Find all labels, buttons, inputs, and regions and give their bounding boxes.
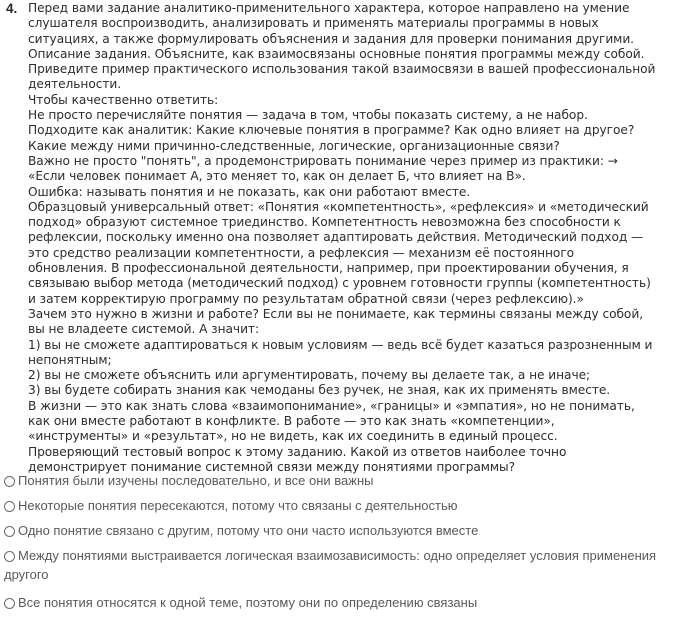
question-line: Зачем это нужно в жизни и работе? Если вы не понимаете, как термины связаны между собой,: [28, 306, 644, 321]
question-line: деятельности.: [28, 77, 122, 92]
answer-option-label: Понятия были изучены последовательно, и все они важны: [18, 473, 374, 488]
answer-option-3[interactable]: [4, 521, 478, 540]
radio-button-icon[interactable]: [4, 598, 15, 609]
question-line: «Если человек понимает А, это меняет то, как он делает Б, что влияет на В».: [28, 169, 526, 184]
question-line: Ошибка: называть понятия и не показать, как они работают вместе.: [28, 184, 471, 199]
question-line: Чтобы качественно ответить:: [28, 92, 219, 107]
question-line: как они вместе работают в конфликте. В работе — это как знать «компетенции»,: [28, 414, 555, 429]
radio-button-icon[interactable]: [4, 526, 15, 537]
question-line: 1) вы не сможете адаптироваться к новым условиям — ведь всё будет казаться разрозненным и: [28, 337, 653, 352]
question-line: Образцовый универсальный ответ: «Понятия «компетентность», «рефлексия» и «методический: [28, 199, 649, 214]
question-line: 2) вы не сможете объяснить или аргументировать, почему вы делаете так, а не иначе;: [28, 368, 591, 383]
question-line: связываю выбор метода (методический подход) с уровнем готовности группы (компетентность): [28, 276, 651, 291]
radio-button-icon[interactable]: [4, 476, 15, 487]
answer-option-label: Все понятия относятся к одной теме, поэтому они по определению связаны: [18, 595, 478, 610]
question-line: это средство реализации компетентности, а рефлексия — механизм её постоянного: [28, 245, 575, 260]
question-line: подход» образуют системное триединство. Компетентность невозможна без способности к: [28, 215, 621, 230]
answer-option-1[interactable]: [4, 471, 374, 490]
question-line: непонятным;: [28, 352, 112, 367]
question-line: вы не владеете системой. А значит:: [28, 322, 260, 337]
question-line: В жизни — это как знать слова «взаимопонимание», «границы» и «эмпатия», но не понимать,: [28, 398, 635, 413]
answer-option-2[interactable]: [4, 496, 458, 515]
answer-option-4[interactable]: [4, 546, 664, 584]
question-line: и затем корректирую программу по результатам обратной связи (через рефлексию).»: [28, 291, 584, 306]
question-line: обновления. В профессиональной деятельности, например, при проектировании обучения, я: [28, 261, 629, 276]
question-line: Подходите как аналитик: Какие ключевые понятия в программе? Как одно влияет на другое?: [28, 123, 635, 138]
question-number: 4.: [6, 1, 18, 16]
question-line: «инструменты» и «результат», но не видеть, как их соединить в единый процесс.: [28, 429, 558, 444]
question-line: Проверяющий тестовый вопрос к этому заданию. Какой из ответов наиболее точно: [28, 444, 567, 459]
answer-option-label: Некоторые понятия пересекаются, потому что связаны с деятельностью: [18, 498, 458, 513]
answer-option-5[interactable]: [4, 593, 477, 612]
question-line: демонстрирует понимание системной связи между понятиями программы?: [28, 459, 516, 474]
question-line: слушателя воспроизводить, анализировать и применять материалы программы в новых: [28, 16, 599, 31]
question-line: 3) вы будете собирать знания как чемоданы без ручек, не зная, как их применять вместе.: [28, 383, 611, 398]
answer-option-label: Между понятиями выстраивается логическая взаимозависимость: одно определяет условия применения другого: [4, 548, 657, 582]
question-line: Перед вами задание аналитико-применительного характера, которое направлено на умение: [28, 1, 630, 15]
radio-button-icon[interactable]: [4, 501, 15, 512]
question-line: ситуациях, а также формулировать объяснения и задания для проверки понимания другими.: [28, 31, 634, 46]
answer-option-label: Одно понятие связано с другим, потому что они часто используются вместе: [18, 523, 479, 538]
question-line: Какие между ними причинно-следственные, логические, организационные связи?: [28, 138, 560, 153]
question-text: [28, 1, 698, 475]
question-line: Не просто перечисляйте понятия — задача в том, чтобы показать систему, а не набор.: [28, 108, 588, 123]
radio-button-icon[interactable]: [4, 551, 15, 562]
question-line: рефлексии, поскольку именно она позволяет адаптировать действия. Методический подход —: [28, 230, 644, 245]
question-line: Описание задания. Объясните, как взаимосвязаны основные понятия программы между собой.: [28, 46, 645, 61]
question-line: Приведите пример практического использования такой взаимосвязи в вашей профессиональной: [28, 62, 656, 77]
question-line: Важно не просто "понять", а продемонстрировать понимание через пример из практики: →: [28, 153, 618, 168]
